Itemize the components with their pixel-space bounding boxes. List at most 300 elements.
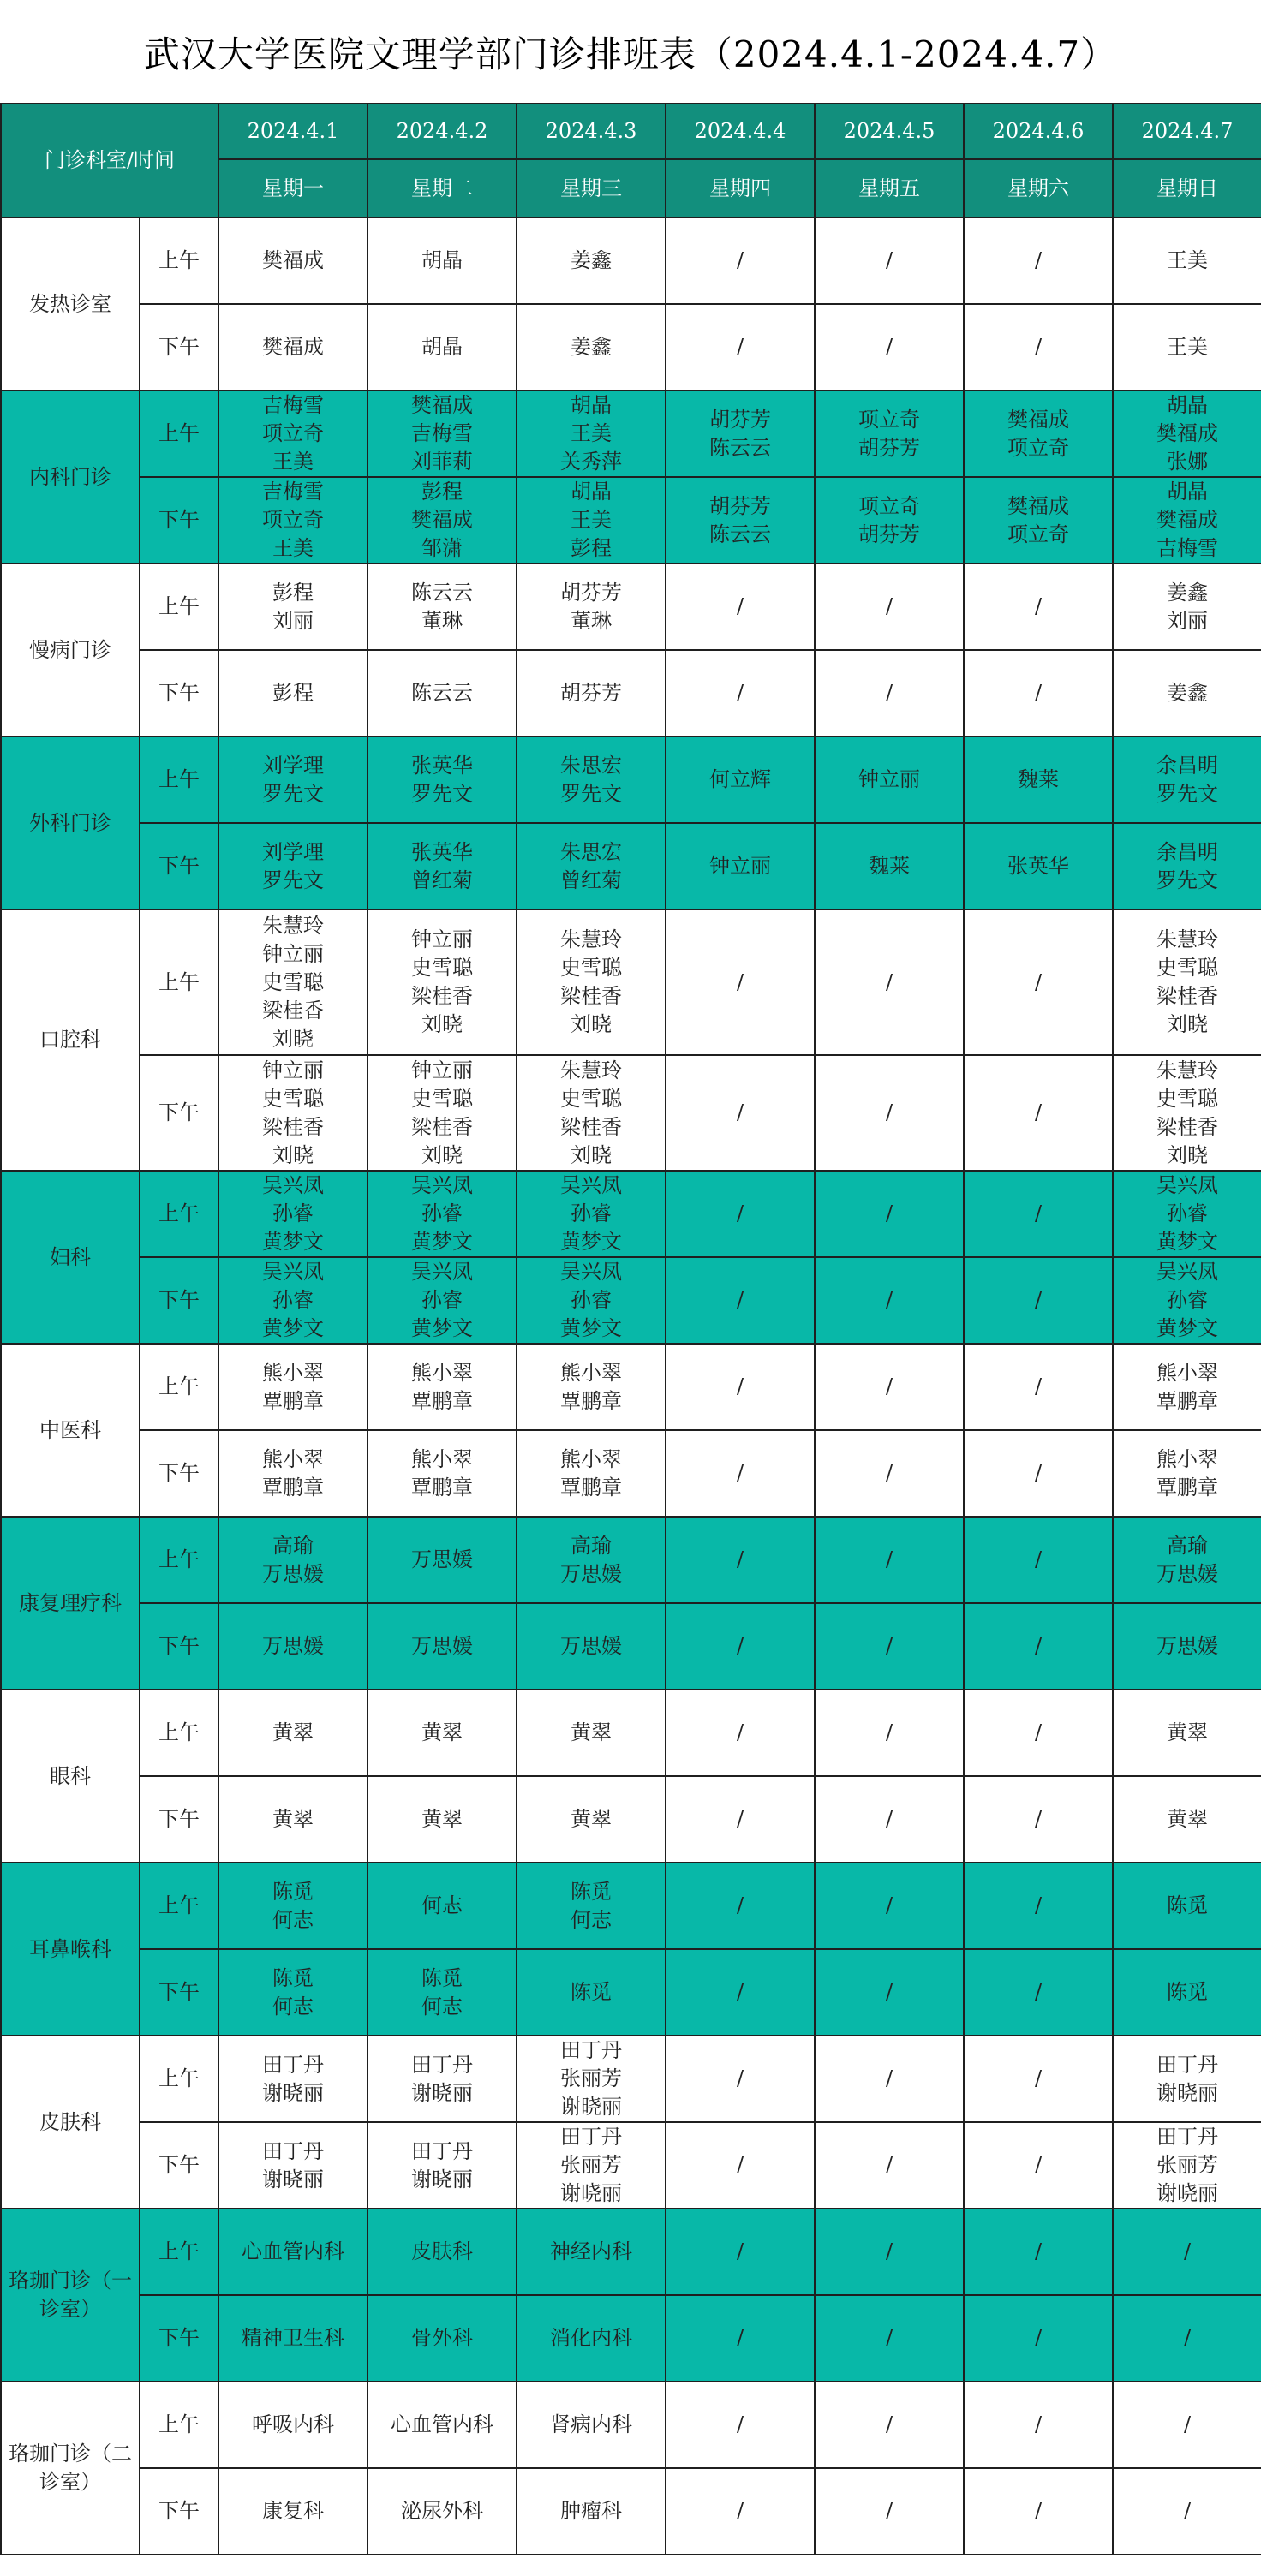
weekday-header: 星期四 [666, 159, 815, 218]
doctor-name: 康复科 [262, 2499, 324, 2523]
schedule-cell [964, 736, 1113, 823]
department-name: 康复理疗科 [1, 1517, 140, 1690]
doctor-name: 高瑜 [272, 1533, 314, 1558]
table-row [1, 564, 1261, 650]
session-label: 下午 [140, 1776, 218, 1863]
doctor-name: 黄梦文 [262, 1316, 324, 1340]
schedule-cell [964, 1949, 1113, 2036]
doctor-name: 吴兴凤 [411, 1173, 473, 1197]
schedule-cell [218, 2036, 368, 2122]
doctor-name: 钟立丽 [411, 1058, 473, 1082]
doctor-name: 朱慧玲 [560, 927, 622, 951]
doctor-name: 胡晶 [1167, 393, 1208, 417]
schedule-cell [517, 2295, 666, 2382]
department-name: 珞珈门诊（一诊室） [1, 2209, 140, 2382]
doctor-name: 梁桂香 [262, 1114, 324, 1139]
schedule-cell [666, 1344, 815, 1430]
schedule-cell [218, 1776, 368, 1863]
schedule-cell [815, 1863, 964, 1949]
doctor-name: 项立奇 [858, 493, 920, 518]
schedule-cell [368, 1949, 517, 2036]
schedule-cell [666, 477, 815, 564]
schedule-cell [368, 650, 517, 736]
doctor-name: / [1034, 248, 1043, 272]
doctor-name: 刘晓 [421, 1012, 463, 1036]
schedule-cell [964, 1603, 1113, 1690]
schedule-cell [218, 2209, 368, 2295]
doctor-name: 樊福成 [262, 248, 324, 272]
doctor-name: 神经内科 [550, 2239, 632, 2263]
schedule-cell [815, 650, 964, 736]
schedule-cell [218, 1949, 368, 2036]
doctor-name: / [736, 1634, 744, 1658]
session-label: 上午 [140, 391, 218, 477]
weekday-header: 星期三 [517, 159, 666, 218]
doctor-name: 罗先文 [262, 868, 324, 892]
doctor-name: 覃鹏章 [411, 1388, 473, 1413]
doctor-name: 覃鹏章 [1156, 1388, 1218, 1413]
doctor-name: 陈觅 [421, 1965, 463, 1990]
doctor-name: 董琳 [571, 608, 612, 633]
doctor-name: 何志 [421, 1893, 463, 1917]
weekday-header: 星期一 [218, 159, 368, 218]
doctor-name: 刘丽 [272, 608, 314, 633]
doctor-name: 心血管内科 [391, 2412, 493, 2436]
doctor-name: / [736, 1100, 744, 1124]
schedule-cell [517, 1055, 666, 1171]
doctor-name: 吉梅雪 [1156, 536, 1218, 560]
department-name: 中医科 [1, 1344, 140, 1517]
doctor-name: 熊小翠 [560, 1446, 622, 1471]
doctor-name: 项立奇 [1007, 522, 1069, 546]
schedule-cell [666, 2209, 815, 2295]
doctor-name: 项立奇 [1007, 435, 1069, 460]
doctor-name: / [1034, 2239, 1043, 2263]
schedule-cell [666, 909, 815, 1055]
doctor-name: 史雪聪 [1156, 1086, 1218, 1111]
schedule-cell [964, 1430, 1113, 1517]
doctor-name: 谢晓丽 [262, 2167, 324, 2191]
doctor-name: 梁桂香 [560, 984, 622, 1008]
doctor-name: / [736, 969, 744, 994]
table-row [1, 1776, 1261, 1863]
schedule-cell [815, 218, 964, 304]
table-row [1, 736, 1261, 823]
schedule-cell [218, 650, 368, 736]
weekday-header: 星期二 [368, 159, 517, 218]
schedule-cell [666, 1257, 815, 1344]
doctor-name: / [885, 1547, 893, 1571]
schedule-cell [815, 1690, 964, 1776]
session-label: 上午 [140, 1517, 218, 1603]
doctor-name: 罗先文 [1156, 781, 1218, 806]
schedule-cell [815, 1257, 964, 1344]
doctor-name: 黄梦文 [560, 1316, 622, 1340]
doctor-name: 王美 [571, 508, 612, 532]
schedule-cell [666, 1603, 815, 1690]
date-header: 2024.4.4 [666, 104, 815, 159]
doctor-name: / [736, 248, 744, 272]
schedule-cell [368, 823, 517, 909]
schedule-cell [1113, 564, 1261, 650]
doctor-name: 吴兴凤 [1156, 1260, 1218, 1284]
doctor-name: 张丽芳 [560, 2066, 622, 2090]
schedule-cell [218, 1257, 368, 1344]
doctor-name: / [1034, 1980, 1043, 2004]
doctor-name: 钟立丽 [262, 1058, 324, 1082]
doctor-name: 泌尿外科 [401, 2499, 483, 2523]
doctor-name: 吴兴凤 [560, 1173, 622, 1197]
doctor-name: 黄翠 [421, 1720, 463, 1744]
schedule-cell [517, 2209, 666, 2295]
schedule-cell [666, 1949, 815, 2036]
doctor-name: 刘晓 [1167, 1142, 1208, 1167]
schedule-cell [368, 1055, 517, 1171]
doctor-name: / [1034, 2153, 1043, 2177]
doctor-name: / [1034, 2326, 1043, 2350]
doctor-name: / [1034, 335, 1043, 359]
doctor-name: 田丁丹 [1156, 2052, 1218, 2077]
doctor-name: 黄翠 [272, 1720, 314, 1744]
schedule-cell [368, 1690, 517, 1776]
doctor-name: 姜鑫 [571, 248, 612, 272]
doctor-name: 陈云云 [411, 681, 473, 705]
doctor-name: 梁桂香 [560, 1114, 622, 1139]
doctor-name: 黄梦文 [411, 1316, 473, 1340]
schedule-cell [815, 736, 964, 823]
doctor-name: 胡晶 [1167, 480, 1208, 504]
doctor-name: 刘丽 [1167, 608, 1208, 633]
schedule-cell [815, 477, 964, 564]
doctor-name: 吴兴凤 [262, 1260, 324, 1284]
schedule-cell [666, 736, 815, 823]
doctor-name: 罗先文 [411, 781, 473, 806]
doctor-name: / [736, 2153, 744, 2177]
weekday-header: 星期六 [964, 159, 1113, 218]
doctor-name: 关秀萍 [560, 450, 622, 474]
schedule-cell [1113, 736, 1261, 823]
schedule-cell [964, 1863, 1113, 1949]
doctor-name: 史雪聪 [262, 1086, 324, 1111]
header-date-row [1, 104, 1261, 159]
schedule-cell [964, 823, 1113, 909]
schedule-cell [1113, 1517, 1261, 1603]
schedule-cell [964, 1690, 1113, 1776]
doctor-name: 樊福成 [1007, 493, 1069, 518]
doctor-name: / [1034, 1634, 1043, 1658]
schedule-cell [964, 1344, 1113, 1430]
doctor-name: 樊福成 [1156, 421, 1218, 445]
doctor-name: / [1034, 1202, 1043, 1225]
doctor-name: 田丁丹 [1156, 2125, 1218, 2149]
schedule-cell [964, 2036, 1113, 2122]
schedule-cell [517, 218, 666, 304]
doctor-name: 吴兴凤 [1156, 1173, 1218, 1197]
date-header: 2024.4.6 [964, 104, 1113, 159]
schedule-cell [815, 2122, 964, 2209]
schedule-cell [815, 1603, 964, 1690]
doctor-name: 朱慧玲 [560, 1058, 622, 1082]
doctor-name: 彭程 [272, 681, 314, 705]
doctor-name: 曾红菊 [560, 868, 622, 892]
doctor-name: / [1183, 2326, 1192, 2350]
session-label: 下午 [140, 2122, 218, 2209]
doctor-name: / [885, 2412, 893, 2436]
doctor-name: / [1034, 1807, 1043, 1831]
doctor-name: / [885, 1807, 893, 1831]
doctor-name: 黄翠 [571, 1807, 612, 1831]
session-label: 上午 [140, 909, 218, 1055]
schedule-cell [964, 1517, 1113, 1603]
schedule-cell [1113, 2468, 1261, 2555]
doctor-name: 邹潇 [421, 536, 463, 560]
schedule-cell [218, 2468, 368, 2555]
schedule-cell [517, 1690, 666, 1776]
doctor-name: 心血管内科 [242, 2239, 344, 2263]
doctor-name: / [885, 1980, 893, 2004]
table-row [1, 1949, 1261, 2036]
doctor-name: 彭程 [421, 480, 463, 504]
schedule-cell [666, 823, 815, 909]
doctor-name: 覃鹏章 [262, 1475, 324, 1500]
session-label: 上午 [140, 218, 218, 304]
doctor-name: 彭程 [571, 536, 612, 560]
doctor-name: 魏莱 [1018, 767, 1059, 791]
schedule-cell [666, 2382, 815, 2468]
doctor-name: 黄翠 [1167, 1720, 1208, 1744]
schedule-cell [368, 1344, 517, 1430]
doctor-name: / [736, 1461, 744, 1485]
doctor-name: 刘晓 [571, 1142, 612, 1167]
doctor-name: / [885, 1202, 893, 1225]
schedule-cell [964, 909, 1113, 1055]
doctor-name: / [885, 1461, 893, 1485]
doctor-name: 高瑜 [571, 1533, 612, 1558]
schedule-cell [218, 1690, 368, 1776]
schedule-cell [218, 304, 368, 391]
schedule-cell [1113, 823, 1261, 909]
schedule-cell [666, 2295, 815, 2382]
doctor-name: 张丽芳 [1156, 2153, 1218, 2177]
doctor-name: 谢晓丽 [411, 2167, 473, 2191]
weekday-header: 星期日 [1113, 159, 1261, 218]
doctor-name: 陈云云 [709, 522, 771, 546]
doctor-name: 胡芬芳 [560, 580, 622, 605]
doctor-name: / [1034, 1720, 1043, 1744]
schedule-cell [218, 2295, 368, 2382]
table-row [1, 2036, 1261, 2122]
department-name: 口腔科 [1, 909, 140, 1171]
doctor-name: 刘晓 [272, 1026, 314, 1051]
doctor-name: 熊小翠 [411, 1360, 473, 1385]
schedule-cell [517, 1344, 666, 1430]
doctor-name: / [736, 681, 744, 705]
schedule-cell [1113, 909, 1261, 1055]
doctor-name: / [885, 1893, 893, 1917]
schedule-cell [964, 1257, 1113, 1344]
schedule-cell [1113, 2382, 1261, 2468]
doctor-name: 吉梅雪 [262, 393, 324, 417]
schedule-table [0, 103, 1261, 2555]
session-label: 下午 [140, 650, 218, 736]
session-label: 下午 [140, 2295, 218, 2382]
table-row [1, 2468, 1261, 2555]
doctor-name: 张娜 [1167, 450, 1208, 474]
doctor-name: 罗先文 [262, 781, 324, 806]
schedule-cell [218, 1344, 368, 1430]
doctor-name: 熊小翠 [262, 1446, 324, 1471]
doctor-name: 刘晓 [1167, 1012, 1208, 1036]
doctor-name: 樊福成 [1007, 407, 1069, 432]
schedule-cell [218, 2382, 368, 2468]
session-label: 下午 [140, 1257, 218, 1344]
doctor-name: 史雪聪 [560, 956, 622, 980]
doctor-name: 张丽芳 [560, 2153, 622, 2177]
schedule-cell [368, 736, 517, 823]
session-label: 上午 [140, 2209, 218, 2295]
doctor-name: 樊福成 [1156, 508, 1218, 532]
schedule-cell [218, 1430, 368, 1517]
doctor-name: 田丁丹 [262, 2052, 324, 2077]
doctor-name: / [885, 2153, 893, 2177]
schedule-cell [964, 2468, 1113, 2555]
doctor-name: 刘晓 [571, 1012, 612, 1036]
table-row [1, 218, 1261, 304]
schedule-cell [815, 1055, 964, 1171]
schedule-cell [666, 650, 815, 736]
doctor-name: 黄翠 [571, 1720, 612, 1744]
doctor-name: / [736, 1720, 744, 1744]
session-label: 上午 [140, 1690, 218, 1776]
schedule-cell [517, 823, 666, 909]
doctor-name: 胡晶 [421, 335, 463, 359]
doctor-name: 万思媛 [262, 1561, 324, 1586]
schedule-cell [517, 1517, 666, 1603]
schedule-cell [368, 391, 517, 477]
table-row [1, 304, 1261, 391]
department-name: 内科门诊 [1, 391, 140, 564]
date-header: 2024.4.3 [517, 104, 666, 159]
doctor-name: 史雪聪 [411, 1086, 473, 1111]
schedule-cell [815, 1949, 964, 2036]
doctor-name: 胡芬芳 [560, 681, 622, 705]
doctor-name: / [736, 594, 744, 618]
schedule-cell [1113, 2295, 1261, 2382]
doctor-name: 樊福成 [411, 393, 473, 417]
doctor-name: 刘晓 [272, 1142, 314, 1167]
schedule-cell [368, 1257, 517, 1344]
doctor-name: 孙睿 [571, 1202, 612, 1225]
doctor-name: 樊福成 [411, 508, 473, 532]
schedule-cell [666, 2468, 815, 2555]
doctor-name: 孙睿 [421, 1202, 463, 1225]
schedule-cell [368, 564, 517, 650]
doctor-name: / [885, 1720, 893, 1744]
doctor-name: 陈云云 [411, 580, 473, 605]
doctor-name: 史雪聪 [262, 969, 324, 994]
doctor-name: 田丁丹 [411, 2138, 473, 2163]
table-row [1, 2209, 1261, 2295]
doctor-name: / [1034, 2412, 1043, 2436]
schedule-cell [964, 1171, 1113, 1257]
doctor-name: 万思媛 [262, 1634, 324, 1658]
doctor-name: / [885, 335, 893, 359]
doctor-name: 何立辉 [709, 767, 771, 791]
doctor-name: 梁桂香 [262, 998, 324, 1023]
table-row [1, 1517, 1261, 1603]
schedule-cell [517, 304, 666, 391]
doctor-name: 覃鹏章 [411, 1475, 473, 1500]
schedule-cell [666, 1055, 815, 1171]
schedule-cell [666, 1863, 815, 1949]
doctor-name: 何志 [272, 1994, 314, 2018]
schedule-cell [666, 1171, 815, 1257]
doctor-name: / [1183, 2499, 1192, 2523]
doctor-name: 田丁丹 [560, 2125, 622, 2149]
doctor-name: 陈觅 [1167, 1980, 1208, 2004]
table-row [1, 1430, 1261, 1517]
doctor-name: 何志 [272, 1907, 314, 1932]
page-title: 武汉大学医院文理学部门诊排班表（2024.4.1-2024.4.7） [143, 33, 1118, 75]
doctor-name: 吴兴凤 [411, 1260, 473, 1284]
schedule-cell [368, 1430, 517, 1517]
date-header: 2024.4.7 [1113, 104, 1261, 159]
doctor-name: / [1183, 2239, 1192, 2263]
doctor-name: / [885, 2239, 893, 2263]
doctor-name: 史雪聪 [411, 956, 473, 980]
schedule-cell [517, 564, 666, 650]
doctor-name: 刘学理 [262, 753, 324, 778]
schedule-cell [815, 2209, 964, 2295]
session-label: 上午 [140, 1344, 218, 1430]
doctor-name: / [885, 594, 893, 618]
schedule-cell [517, 1171, 666, 1257]
doctor-name: 樊福成 [262, 335, 324, 359]
doctor-name: 魏莱 [869, 854, 910, 878]
schedule-cell [368, 1863, 517, 1949]
doctor-name: 王美 [1167, 248, 1208, 272]
schedule-cell [218, 1603, 368, 1690]
schedule-cell [1113, 1949, 1261, 2036]
schedule-cell [517, 2036, 666, 2122]
doctor-name: / [736, 2239, 744, 2263]
doctor-name: / [885, 681, 893, 705]
doctor-name: 覃鹏章 [560, 1388, 622, 1413]
doctor-name: / [885, 2499, 893, 2523]
session-label: 下午 [140, 2468, 218, 2555]
schedule-cell [964, 2122, 1113, 2209]
table-row [1, 1055, 1261, 1171]
doctor-name: 胡芬芳 [709, 407, 771, 432]
doctor-name: / [736, 1547, 744, 1571]
doctor-name: / [1034, 969, 1043, 994]
schedule-cell [218, 477, 368, 564]
schedule-cell [218, 564, 368, 650]
session-label: 下午 [140, 477, 218, 564]
table-row [1, 477, 1261, 564]
department-name: 眼科 [1, 1690, 140, 1863]
doctor-name: 黄梦文 [262, 1230, 324, 1254]
doctor-name: / [736, 2499, 744, 2523]
doctor-name: 刘晓 [421, 1142, 463, 1167]
doctor-name: 孙睿 [1167, 1288, 1208, 1312]
doctor-name: / [885, 2326, 893, 2350]
doctor-name: / [885, 2066, 893, 2090]
schedule-cell [666, 2036, 815, 2122]
doctor-name: / [1034, 1100, 1043, 1124]
schedule-cell [1113, 477, 1261, 564]
schedule-cell [964, 2382, 1113, 2468]
